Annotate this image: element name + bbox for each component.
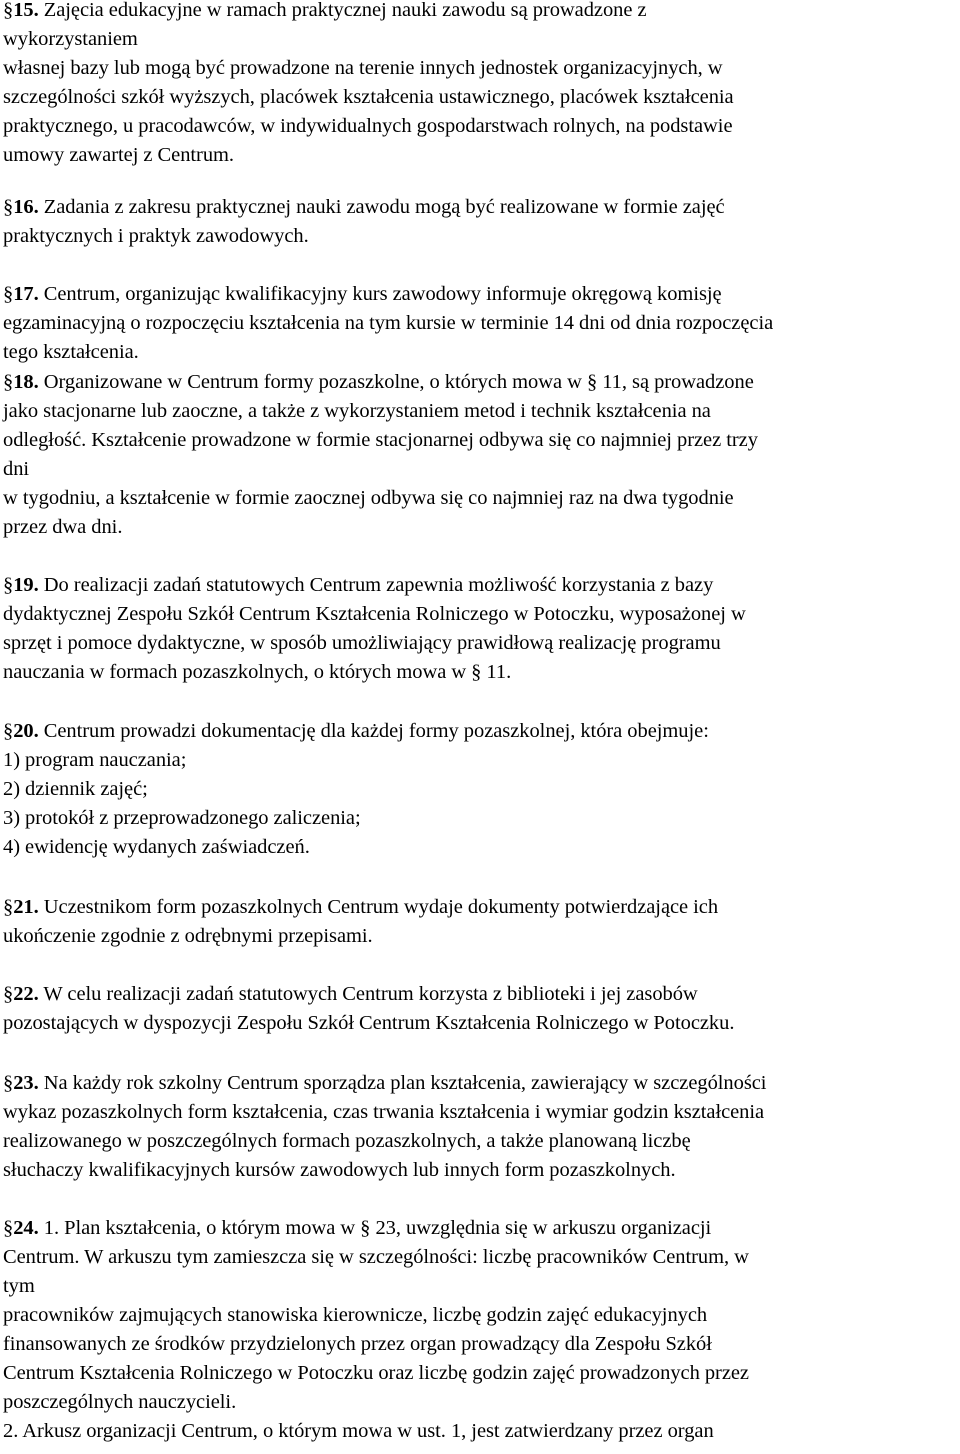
section-number: 20.	[13, 720, 39, 742]
text-line	[3, 83, 960, 112]
section-symbol: §	[3, 0, 14, 21]
section-symbol: §	[3, 1217, 14, 1239]
text-line	[3, 1127, 960, 1156]
text-line	[3, 746, 960, 775]
section-number: 22.	[13, 983, 39, 1005]
line-text: praktycznego, u pracodawców, w indywidualnych gospodarstwach rolnych, na podstawie	[3, 115, 733, 137]
line-text: pracowników zajmujących stanowiska kierownicze, liczbę godzin zajęć edukacyjnych	[3, 1304, 708, 1326]
text-line	[3, 1243, 960, 1272]
text-line	[3, 1330, 960, 1359]
text-line	[3, 426, 960, 455]
text-line	[3, 658, 960, 687]
text-line	[3, 338, 960, 367]
section-number: 18.	[13, 371, 39, 393]
line-text: dydaktycznej Zespołu Szkół Centrum Kształcenia Rolniczego w Potoczku, wyposażonej w	[3, 603, 746, 625]
line-text: tego kształcenia.	[3, 341, 139, 363]
text-line	[3, 893, 960, 922]
text-line	[3, 1417, 960, 1446]
line-text: tym	[3, 1275, 35, 1297]
text-line	[3, 833, 960, 862]
text-line	[3, 980, 960, 1009]
text-line	[3, 717, 960, 746]
line-text: Centrum, organizując kwalifikacyjny kurs zawodowy informuje okręgową komisję	[38, 283, 722, 305]
line-text: dni	[3, 458, 30, 480]
text-line	[3, 1359, 960, 1388]
section-number: 15.	[13, 0, 39, 21]
text-line	[3, 368, 960, 397]
section-symbol: §	[3, 983, 14, 1005]
line-text: realizowanego w poszczególnych formach pozaszkolnych, a także planowaną liczbę	[3, 1130, 691, 1152]
text-line	[3, 1301, 960, 1330]
line-text: 2) dziennik zajęć;	[3, 778, 148, 800]
text-line	[3, 1098, 960, 1127]
line-text: odległość. Kształcenie prowadzone w formie stacjonarnej odbywa się co najmniej przez trzy	[3, 429, 758, 451]
line-text: 1. Plan kształcenia, o którym mowa w § 23, uwzględnia się w arkuszu organizacji	[38, 1217, 712, 1239]
text-line	[3, 193, 960, 222]
line-text: 1) program nauczania;	[3, 749, 187, 771]
line-text: ukończenie zgodnie z odrębnymi przepisami.	[3, 925, 373, 947]
text-line	[3, 484, 960, 513]
line-text: Centrum prowadzi dokumentację dla każdej formy pozaszkolnej, która obejmuje:	[38, 720, 709, 742]
section-number: 19.	[13, 574, 39, 596]
text-line	[3, 922, 960, 951]
line-text: 3) protokół z przeprowadzonego zaliczenia;	[3, 807, 361, 829]
line-text: słuchaczy kwalifikacyjnych kursów zawodowych lub innych form pozaszkolnych.	[3, 1159, 676, 1181]
line-text: Centrum Kształcenia Rolniczego w Potoczku oraz liczbę godzin zajęć prowadzonych przez	[3, 1362, 749, 1384]
text-line	[3, 455, 960, 484]
line-text: umowy zawartej z Centrum.	[3, 144, 235, 166]
section-number: 21.	[13, 896, 39, 918]
text-line	[3, 25, 960, 54]
section-symbol: §	[3, 1072, 14, 1094]
line-text: egzaminacyjną o rozpoczęciu kształcenia na tym kursie w terminie 14 dni od dnia rozpoczęcia	[3, 312, 774, 334]
line-text: Centrum. W arkuszu tym zamieszcza się w szczególności: liczbę pracowników Centrum, w	[3, 1246, 749, 1268]
line-text: jako stacjonarne lub zaoczne, a także z wykorzystaniem metod i technik kształcenia na	[3, 400, 711, 422]
text-line	[3, 1388, 960, 1417]
text-line	[3, 1272, 960, 1301]
section-number: 23.	[13, 1072, 39, 1094]
line-text: przez dwa dni.	[3, 516, 123, 538]
text-line	[3, 1069, 960, 1098]
line-text: wykorzystaniem	[3, 28, 138, 50]
section-symbol: §	[3, 283, 14, 305]
text-line	[3, 54, 960, 83]
text-line	[3, 222, 960, 251]
line-text: szczególności szkół wyższych, placówek kształcenia ustawicznego, placówek kształcenia	[3, 86, 734, 108]
line-text: własnej bazy lub mogą być prowadzone na terenie innych jednostek organizacyjnych, w	[3, 57, 723, 79]
text-line	[3, 1156, 960, 1185]
line-text: w tygodniu, a kształcenie w formie zaocznej odbywa się co najmniej raz na dwa tygodnie	[3, 487, 734, 509]
section-symbol: §	[3, 896, 14, 918]
line-text: 4) ewidencję wydanych zaświadczeń.	[3, 836, 310, 858]
line-text: pozostających w dyspozycji Zespołu Szkół Centrum Kształcenia Rolniczego w Potoczku.	[3, 1012, 735, 1034]
section-symbol: §	[3, 720, 14, 742]
line-text: 2. Arkusz organizacji Centrum, o którym mowa w ust. 1, jest zatwierdzany przez organ	[3, 1420, 714, 1442]
line-text: wykaz pozaszkolnych form kształcenia, czas trwania kształcenia i wymiar godzin kształcenia	[3, 1101, 765, 1123]
section-symbol: §	[3, 196, 14, 218]
text-line	[3, 775, 960, 804]
text-line	[3, 629, 960, 658]
text-line	[3, 513, 960, 542]
line-text: poszczególnych nauczycieli.	[3, 1391, 237, 1413]
text-line	[3, 1009, 960, 1038]
text-line	[3, 571, 960, 600]
line-text: sprzęt i pomoce dydaktyczne, w sposób umożliwiający prawidłową realizację programu	[3, 632, 721, 654]
text-line	[3, 141, 960, 170]
section-symbol: §	[3, 371, 14, 393]
line-text: nauczania w formach pozaszkolnych, o których mowa w § 11.	[3, 661, 512, 683]
text-line	[3, 1214, 960, 1243]
text-line	[3, 0, 960, 25]
text-line	[3, 280, 960, 309]
line-text: finansowanych ze środków przydzielonych przez organ prowadzący dla Zespołu Szkół	[3, 1333, 712, 1355]
section-number: 24.	[13, 1217, 39, 1239]
line-text: W celu realizacji zadań statutowych Centrum korzysta z biblioteki i jej zasobów	[38, 983, 698, 1005]
text-line	[3, 804, 960, 833]
section-symbol: §	[3, 574, 14, 596]
line-text: Zajęcia edukacyjne w ramach praktycznej nauki zawodu są prowadzone z	[38, 0, 647, 21]
line-text: Organizowane w Centrum formy pozaszkolne, o których mowa w § 11, są prowadzone	[38, 371, 754, 393]
text-line	[3, 600, 960, 629]
line-text: Uczestnikom form pozaszkolnych Centrum wydaje dokumenty potwierdzające ich	[38, 896, 719, 918]
text-line	[3, 309, 960, 338]
line-text: praktycznych i praktyk zawodowych.	[3, 225, 309, 247]
text-line	[3, 397, 960, 426]
line-text: Na każdy rok szkolny Centrum sporządza plan kształcenia, zawierający w szczególności	[38, 1072, 767, 1094]
section-number: 17.	[13, 283, 39, 305]
line-text: Do realizacji zadań statutowych Centrum zapewnia możliwość korzystania z bazy	[38, 574, 714, 596]
line-text: Zadania z zakresu praktycznej nauki zawodu mogą być realizowane w formie zajęć	[38, 196, 725, 218]
section-number: 16.	[13, 196, 39, 218]
text-line	[3, 112, 960, 141]
